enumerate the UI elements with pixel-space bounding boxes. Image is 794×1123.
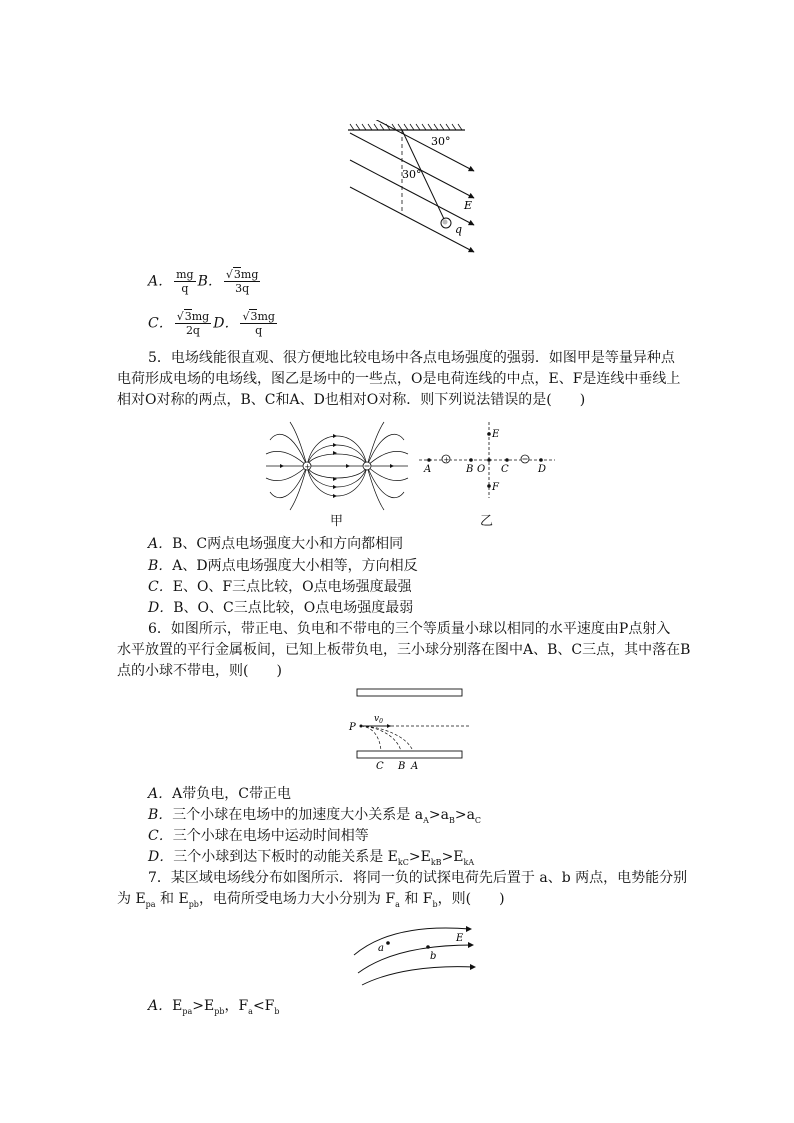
point-a-label: A xyxy=(411,761,419,771)
point-b-label: B xyxy=(398,761,406,771)
q4-option-c-label: C． xyxy=(148,315,173,332)
point-d-label: D xyxy=(538,464,547,475)
point-p-label: P xyxy=(349,722,356,733)
q6-line1: 6．如图所示，带正电、负电和不带电的三个等质量小球以相同的水平速度由P点射入 xyxy=(148,621,671,637)
q5-option-d: D．B、O、C三点比较，O点电场强度最弱 xyxy=(148,600,414,616)
point-b-label: b xyxy=(430,951,437,962)
q4-option-b-label: B． xyxy=(197,273,222,290)
angle-top-label: 30° xyxy=(431,135,451,148)
q4-option-a-frac: $\frac{mg}{q}$ xyxy=(176,268,194,295)
q4-option-b-frac: $\frac{√3mg}{3q}$ xyxy=(225,268,259,295)
field-line-2 xyxy=(350,133,474,198)
svg-text:+: + xyxy=(304,463,311,471)
figure-field-pendulum xyxy=(340,120,490,260)
q4-option-a-label: A． xyxy=(148,273,173,290)
figure-dipole-field xyxy=(262,420,412,512)
lower-plate xyxy=(357,751,462,758)
q4-option-c-frac: $\frac{√3mg}{2q}$ xyxy=(176,310,210,337)
q5-option-a: A．B、C两点电场强度大小和方向都相同 xyxy=(148,536,404,552)
field-line-mid xyxy=(358,945,472,973)
q5-option-c: C．E、O、F三点比较，O点电场强度最强 xyxy=(148,579,412,595)
q5-line1: 5．电场线能很直观、很方便地比较电场中各点电场强度的强弱．如图甲是等量异种点 xyxy=(148,350,675,366)
q4-option-d-frac: $\frac{√3mg}{q}$ xyxy=(242,310,275,337)
v0-label: $v_0$ xyxy=(374,714,383,725)
point-o-label: O xyxy=(477,464,486,475)
point-e-label: E xyxy=(492,429,500,440)
q5-line2: 电荷形成电场的电场线，图乙是场中的一些点，O是电荷连线的中点，E、F是连线中垂线上 xyxy=(117,371,681,387)
svg-text:+: + xyxy=(443,456,450,464)
q6-option-c: C．三个小球在电场中运动时间相等 xyxy=(148,828,369,844)
field-line-4 xyxy=(350,187,474,252)
point-a-label: A xyxy=(424,464,432,475)
point-c-label: C xyxy=(501,464,509,475)
q4-options-row1 xyxy=(148,268,262,295)
charge-label: q xyxy=(455,223,463,236)
fig-label-yi: 乙 xyxy=(480,514,494,529)
q4-option-d-label: D． xyxy=(213,315,239,332)
q7-line2: 为 $E_{pa}$ 和 $E_{pb}$，电荷所受电场力大小分别为 $F_a$ 和 $F_b$，则( ) xyxy=(117,891,505,909)
point-a-label: a xyxy=(378,943,384,954)
q6-option-b: B．三个小球在电场中的加速度大小关系是 $a_A>a_B>a_C$ xyxy=(148,807,482,825)
q6-line3: 点的小球不带电，则( ) xyxy=(117,663,282,679)
field-label: E xyxy=(464,199,473,212)
q6-option-d: D．三个小球到达下板时的动能关系是 $E_{kC}>E_{kB}>E_{kA}$ xyxy=(148,849,475,867)
figure-curved-field xyxy=(350,915,480,987)
field-line-bot xyxy=(362,967,474,985)
q5-option-b: B．A、D两点电场强度大小相等，方向相反 xyxy=(148,558,418,574)
q6-line2: 水平放置的平行金属板间，已知上板带负电，三小球分别落在图中A、B、C三点，其中落在B xyxy=(117,642,691,658)
point-c-label: C xyxy=(376,761,384,771)
figure-parallel-plates xyxy=(345,685,475,771)
angle-side-label: 30° xyxy=(402,168,422,181)
point-b-label: B xyxy=(466,464,474,475)
q6-option-a: A．A带负电，C带正电 xyxy=(148,786,291,802)
q5-line3: 相对O对称的两点，B、C和A、D也相对O对称．则下列说法错误的是( ) xyxy=(117,392,586,408)
field-label: E xyxy=(456,933,464,944)
upper-plate xyxy=(357,689,462,696)
point-f-label: F xyxy=(492,482,499,493)
figure-points-axes xyxy=(415,420,560,500)
q7-option-a: A．$E_{pa}>E_{pb}$，$F_a<F_b$ xyxy=(148,998,280,1016)
q4-options-row2 xyxy=(148,310,279,337)
fig-label-jia: 甲 xyxy=(330,514,344,529)
q7-line1: 7．某区域电场线分布如图所示．将同一负的试探电荷先后置于 a、b 两点，电势能分别 xyxy=(148,870,688,886)
